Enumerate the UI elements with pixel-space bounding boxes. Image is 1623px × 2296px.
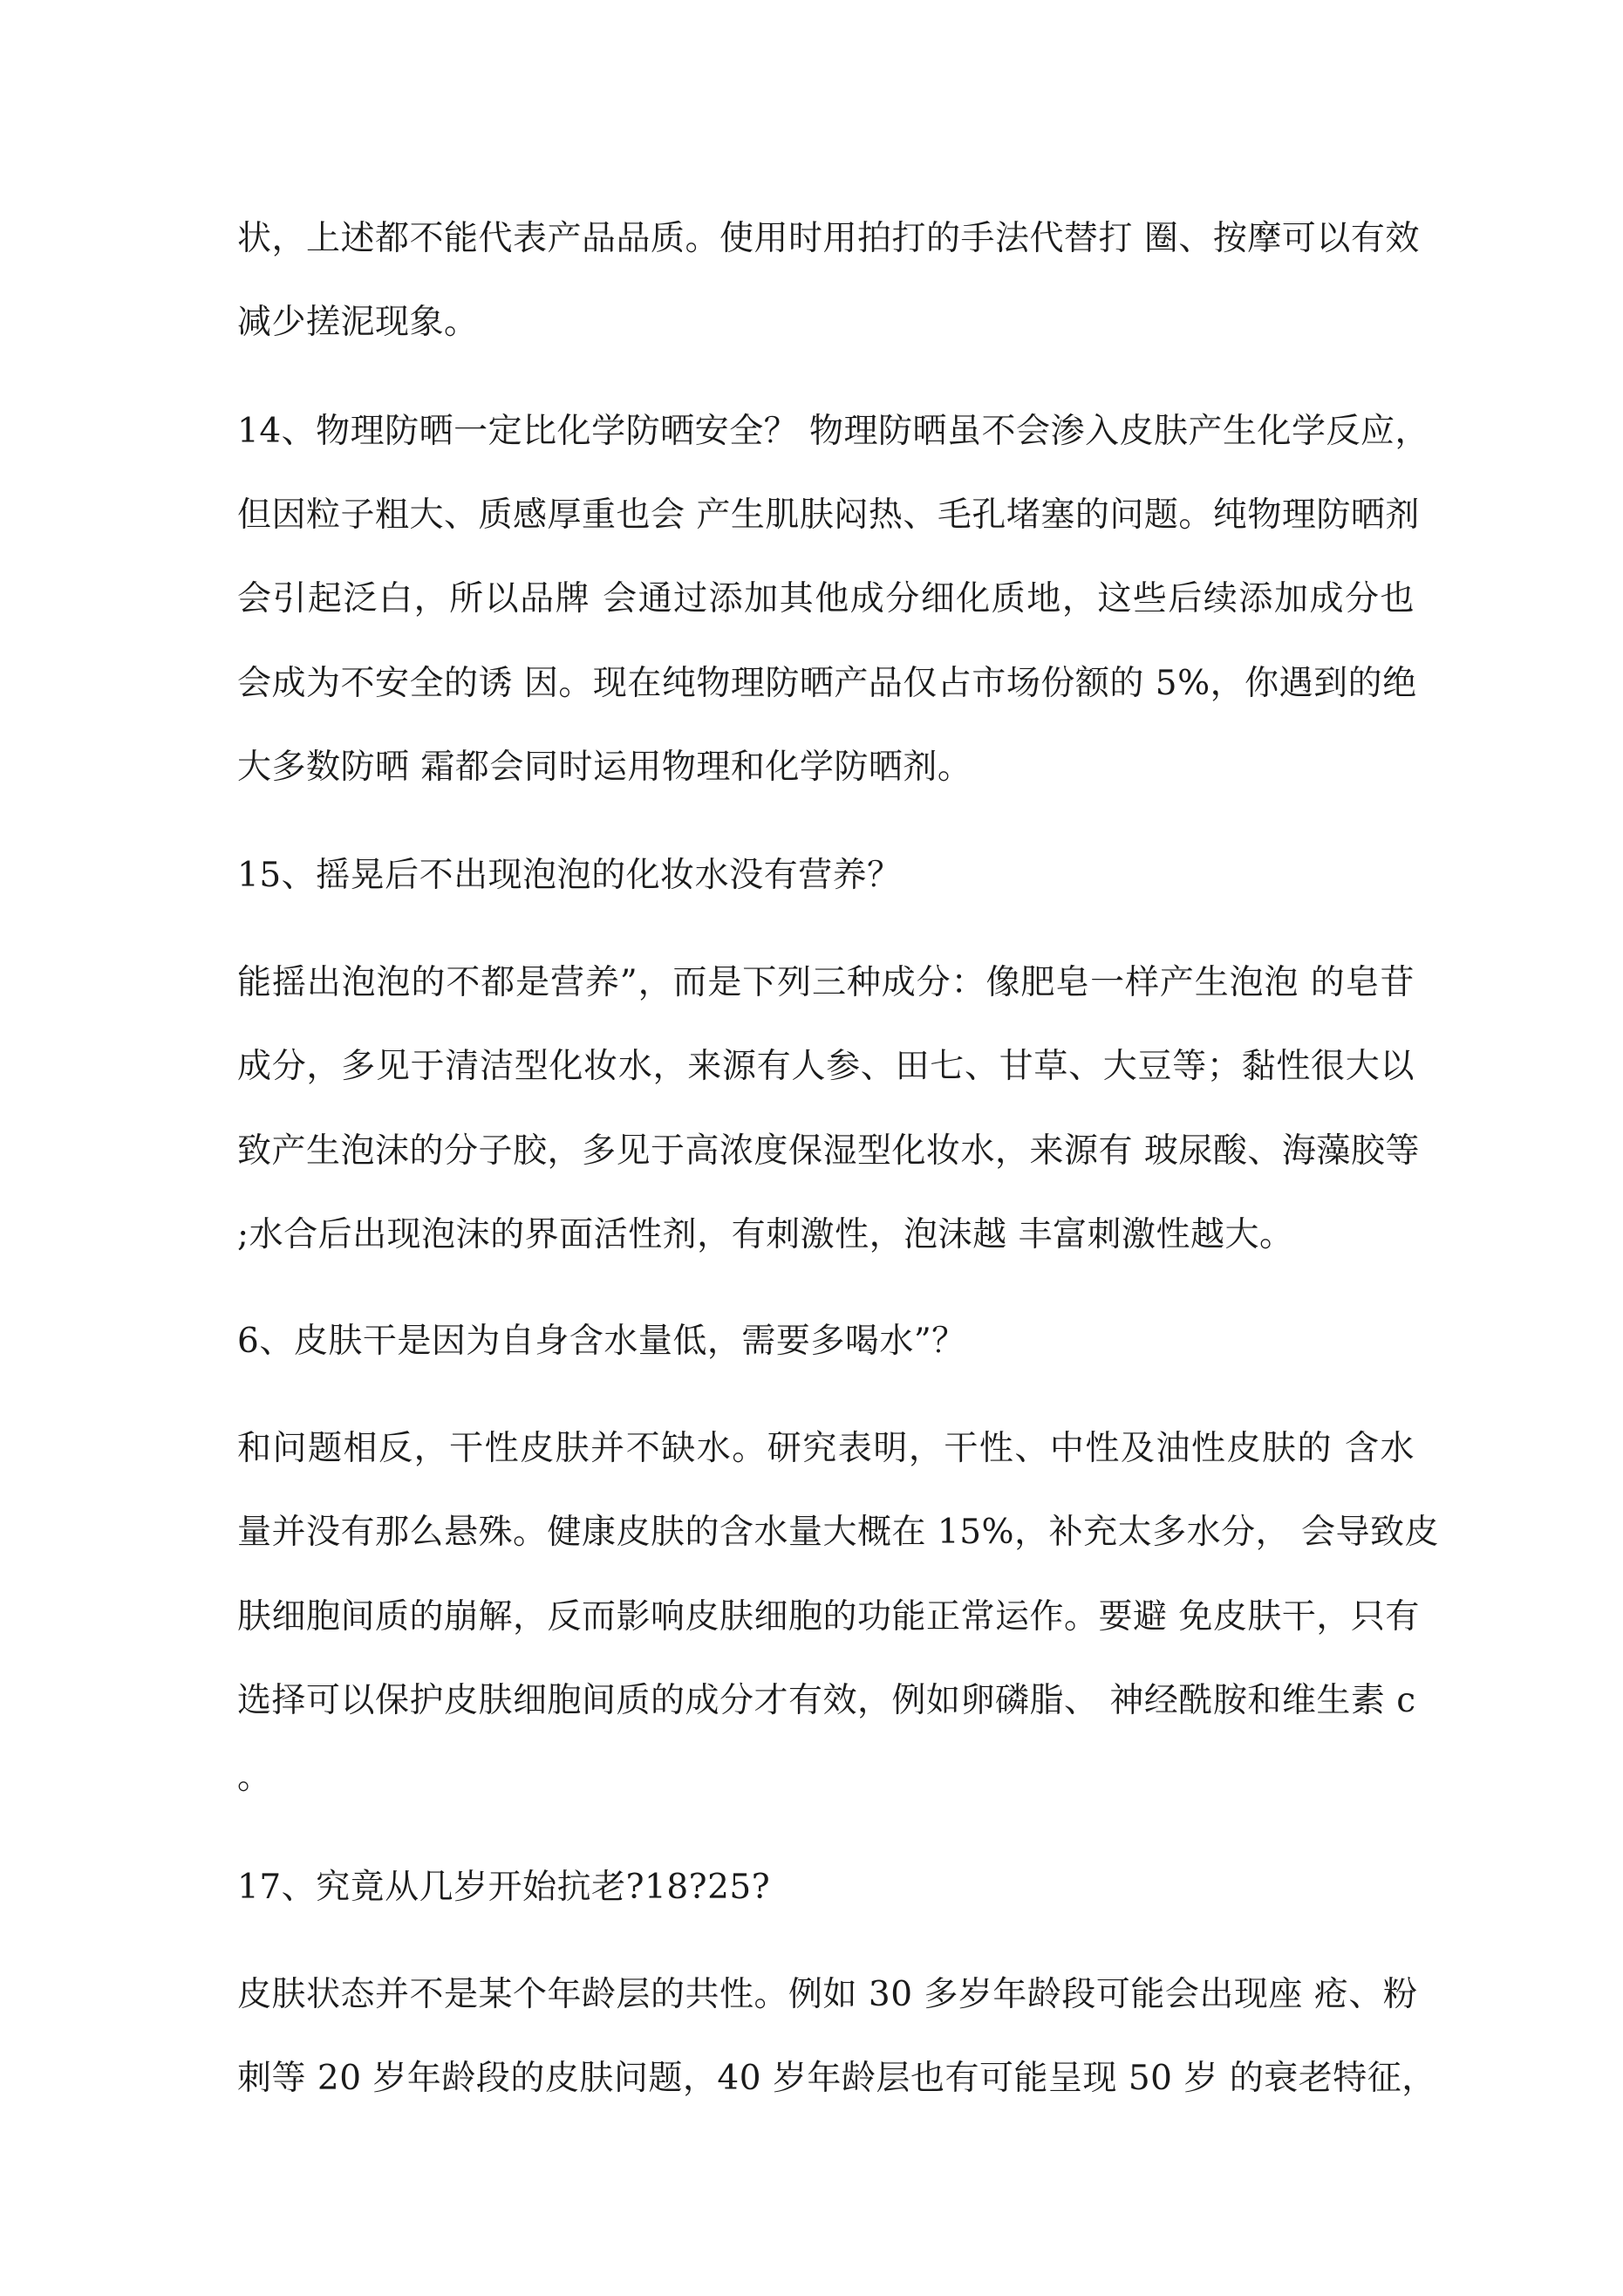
paragraph-line: 会引起泛白，所以品牌 会通过添加其他成分细化质地，这些后续添加成分也 xyxy=(237,579,1415,618)
paragraph-line: 。 xyxy=(237,1758,272,1797)
question-heading: 17、究竟从几岁开始抗老?18?25? xyxy=(237,1868,771,1907)
paragraph-line: 选择可以保护皮肤细胞间质的成分才有效，例如卵磷脂、 神经酰胺和维生素 c xyxy=(237,1681,1416,1720)
question-heading: 6、皮肤干是因为自身含水量低，需要多喝水”？ xyxy=(237,1322,966,1361)
paragraph-line: 量并没有那么悬殊。健康皮肤的含水量大概在 15%，补充太多水分， 会导致皮 xyxy=(237,1513,1439,1552)
paragraph-line: 大多数防晒 霜都会同时运用物理和化学防晒剂。 xyxy=(237,748,972,787)
paragraph-line: 和问题相反，干性皮肤并不缺水。研究表明，干性、中性及油性皮肤的 含水 xyxy=(237,1429,1415,1468)
paragraph-line: ;水合后出现泡沫的界面活性剂，有刺激性，泡沫越 丰富刺激性越大。 xyxy=(237,1215,1294,1254)
paragraph-line: 但因粒子粗大、质感厚重也会 产生肌肤闷热、毛孔堵塞的问题。纯物理防晒剂 xyxy=(237,495,1420,535)
paragraph-line: 成分，多见于清洁型化妆水，来源有人参、田七、甘草、大豆等；黏性很大以 xyxy=(237,1047,1415,1086)
paragraph-line: 减少搓泥现象。 xyxy=(237,303,479,342)
paragraph-line: 致产生泡沫的分子胶，多见于高浓度保湿型化妆水，来源有 玻尿酸、海藻胶等 xyxy=(237,1131,1420,1171)
paragraph-line: 皮肤状态并不是某个年龄层的共性。例如 30 多岁年龄段可能会出现座 疮、粉 xyxy=(237,1975,1418,2014)
paragraph-line: 会成为不安全的诱 因。现在纯物理防晒产品仅占市场份额的 5%，你遇到的绝 xyxy=(237,664,1417,703)
paragraph-line: 刺等 20 岁年龄段的皮肤问题，40 岁年龄层也有可能呈现 50 岁 的衰老特征， xyxy=(237,2059,1436,2098)
paragraph-line: 肤细胞间质的崩解，反而影响皮肤细胞的功能正常运作。要避 免皮肤干，只有 xyxy=(237,1597,1420,1637)
paragraph-line: 状，上述都不能代表产品品质。使用时用拍打的手法代替打 圈、按摩可以有效 xyxy=(237,219,1420,258)
question-heading: 14、物理防晒一定比化学防晒安全？ 物理防晒虽不会渗入皮肤产生化学反应， xyxy=(237,412,1430,451)
question-heading: 15、摇晃后不出现泡泡的化妆水没有营养？ xyxy=(237,856,902,895)
paragraph-line: 能摇出泡泡的不都是营养”，而是下列三种成分：像肥皂一样产生泡泡 的皂苷 xyxy=(237,963,1415,1002)
